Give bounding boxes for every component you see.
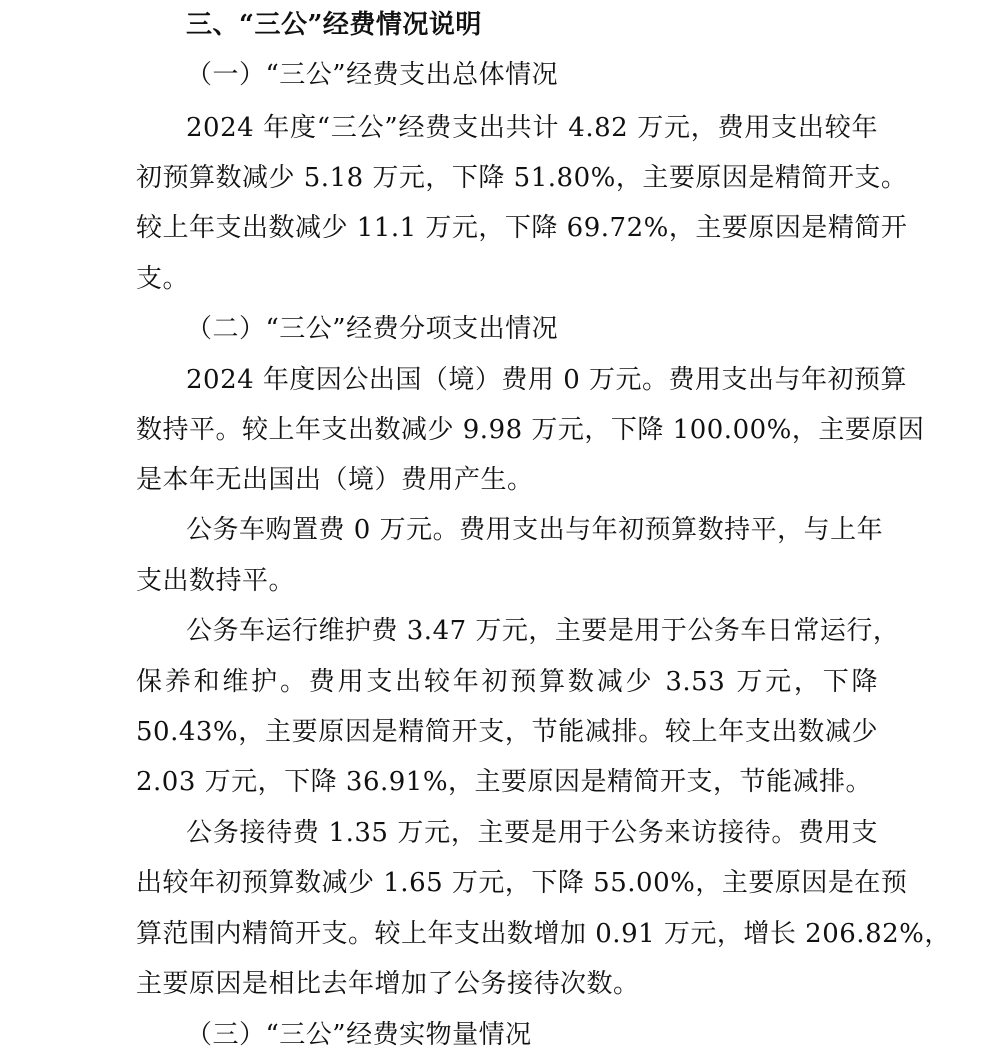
paragraph-line: 初预算数减少 5.18 万元，下降 51.80%，主要原因是精简开支。 — [136, 163, 908, 193]
subsection-heading-2: （二）“三公”经费分项支出情况 — [186, 314, 559, 344]
paragraph-line: 2.03 万元，下降 36.91%，主要原因是精简开支，节能减排。 — [136, 767, 873, 797]
paragraph-line: 支出数持平。 — [136, 566, 296, 596]
subsection-heading-1: （一）“三公”经费支出总体情况 — [186, 60, 559, 90]
paragraph-line: 是本年无出国出（境）费用产生。 — [136, 465, 534, 495]
paragraph-line: 50.43%，主要原因是精简开支，节能减排。较上年支出数减少 — [136, 717, 878, 747]
section-heading: 三、“三公”经费情况说明 — [186, 10, 482, 40]
paragraph-line: 较上年支出数减少 11.1 万元，下降 69.72%，主要原因是精简开 — [136, 213, 908, 243]
paragraph-line: 保养和维护。费用支出较年初预算数减少 3.53 万元，下降 — [136, 667, 878, 697]
paragraph-line: 2024 年度因公出国（境）费用 0 万元。费用支出与年初预算 — [186, 365, 908, 395]
paragraph-line: 公务车运行维护费 3.47 万元，主要是用于公务车日常运行， — [186, 616, 900, 646]
paragraph-line: 出较年初预算数减少 1.65 万元，下降 55.00%，主要原因是在预 — [136, 868, 908, 898]
paragraph-line: 主要原因是相比去年增加了公务接待次数。 — [136, 969, 640, 999]
paragraph-line: 公务车购置费 0 万元。费用支出与年初预算数持平，与上年 — [186, 515, 884, 545]
subsection-heading-3: （三）“三公”经费实物量情况 — [186, 1020, 532, 1050]
paragraph-line: 2024 年度“三公”经费支出共计 4.82 万元，费用支出较年 — [186, 113, 878, 143]
paragraph-line: 支。 — [136, 264, 190, 294]
paragraph-line: 数持平。较上年支出数减少 9.98 万元，下降 100.00%，主要原因 — [136, 415, 925, 445]
paragraph-line: 算范围内精简开支。较上年支出数增加 0.91 万元，增长 206.82%， — [136, 919, 951, 949]
paragraph-line: 公务接待费 1.35 万元，主要是用于公务来访接待。费用支 — [186, 818, 878, 848]
